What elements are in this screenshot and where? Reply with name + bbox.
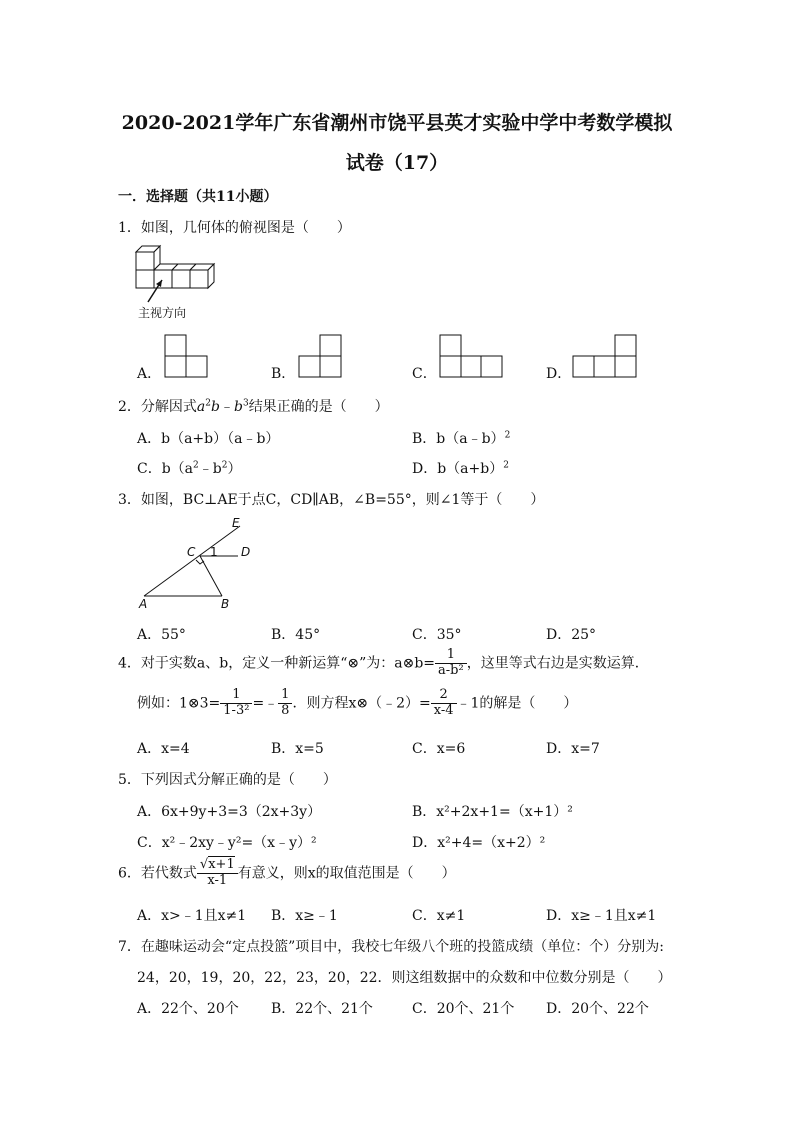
question-4-stem: 4．对于实数a、b，定义一种新运算“⊗”为：a⊗b= $\frac{1}{\text{a-b²}}$ ，这里等式右边是实数运算． (118, 647, 649, 678)
q2-option-c[interactable]: C．$b(a^2﹣b^2)$ (137, 460, 242, 477)
q5-option-d[interactable]: D．x²+4=（x+2）² (412, 835, 546, 851)
question-6-stem: 6．若代数式 $\frac{√x+1}{x-1}$ 有意义，则x的取值范围是（ ） (118, 857, 456, 888)
question-1-stem: 1．如图，几何体的俯视图是（ ） (118, 220, 351, 236)
q1-option-b[interactable]: B． (271, 366, 296, 382)
question-7-stem-line2: 24，20，19，20，22，23，20，22．则这组数据中的众数和中位数分别是（ ） (137, 970, 672, 986)
q3-option-d[interactable]: D．25° (546, 627, 597, 643)
q1-option-b-figure (298, 334, 342, 378)
q2-option-b[interactable]: B．b（a﹣b）$^2$ (412, 430, 511, 447)
q3-option-a[interactable]: A．55° (137, 627, 186, 643)
q2-option-a[interactable]: A．b（a+b）（a﹣b） (137, 431, 280, 447)
q7-option-c[interactable]: C．20个、21个 (412, 1001, 515, 1017)
label-d: D (241, 545, 251, 559)
triangle-figure (136, 516, 276, 616)
question-4-example: 例如：1⊗3= $\frac{1}{\text{1-3²}}$ =﹣ $\frac{1}{8}$ ．则方程x⊗（﹣2）= $\frac{2}{x-4}$ ﹣1的解是（ ） (137, 687, 578, 718)
question-2-stem: 2．分解因式$a^2b﹣b^3$结果正确的是（ ） (118, 398, 389, 415)
q6-option-b[interactable]: B．x≥﹣1 (271, 908, 338, 924)
q5-option-a[interactable]: A．6x+9y+3=3（2x+3y） (137, 804, 322, 820)
label-b: B (221, 597, 230, 611)
q4-option-a[interactable]: A．x=4 (137, 741, 190, 757)
page-title-line2: 试卷（17） (345, 152, 449, 174)
q2-option-d[interactable]: D．$b(a+b)^2$ (412, 460, 509, 477)
q6-option-a[interactable]: A．x>﹣1且x≠1 (137, 908, 247, 924)
question-5-stem: 5．下列因式分解正确的是（ ） (118, 772, 337, 788)
q3-option-c[interactable]: C．35° (412, 627, 462, 643)
question-7-stem: 7．在趣味运动会“定点投篮”项目中，我校七年级八个班的投篮成绩（单位：个）分别为: (118, 939, 664, 955)
q1-option-c[interactable]: C． (412, 366, 437, 382)
q1-option-d-figure (572, 334, 637, 378)
q7-option-d[interactable]: D．20个、22个 (546, 1001, 649, 1017)
q1-option-a-figure (164, 334, 208, 378)
view-direction-label: 主视方向 (138, 306, 187, 320)
label-e: E (232, 516, 240, 530)
page-title: 2020-2021学年广东省潮州市饶平县英才实验中学中考数学模拟 (121, 112, 673, 134)
question-3-stem: 3．如图，BC⊥AE于点C，CD∥AB，∠B=55°，则∠1等于（ ） (118, 492, 545, 508)
section-heading: 一．选择题（共11小题） (118, 189, 278, 205)
label-c: C (187, 545, 196, 559)
label-a: A (139, 597, 148, 611)
q5-option-c[interactable]: C．x²﹣2xy﹣y²=（x﹣y）² (137, 835, 317, 851)
q4-option-c[interactable]: C．x=6 (412, 741, 466, 757)
q6-option-c[interactable]: C．x≠1 (412, 908, 466, 924)
q1-option-c-figure (439, 334, 503, 378)
q4-option-b[interactable]: B．x=5 (271, 741, 324, 757)
q7-option-b[interactable]: B．22个、21个 (271, 1001, 373, 1017)
q4-option-d[interactable]: D．x=7 (546, 741, 600, 757)
q1-option-a[interactable]: A． (137, 366, 162, 382)
q3-option-b[interactable]: B．45° (271, 627, 321, 643)
label-angle-1: 1 (210, 545, 218, 559)
q6-option-d[interactable]: D．x≥﹣1且x≠1 (546, 908, 657, 924)
q7-option-a[interactable]: A．22个、20个 (137, 1001, 239, 1017)
q1-option-d[interactable]: D． (546, 366, 572, 382)
q5-option-b[interactable]: B．x²+2x+1=（x+1）² (412, 804, 573, 820)
